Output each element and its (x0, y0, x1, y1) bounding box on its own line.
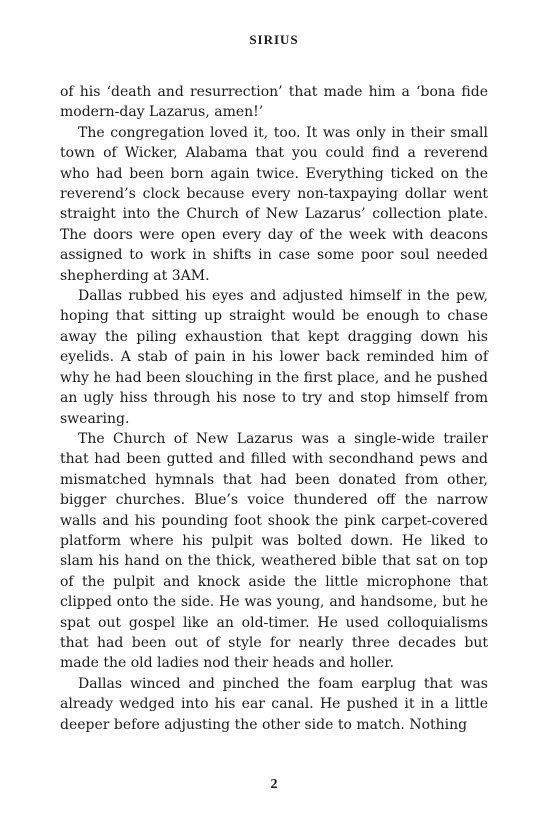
paragraph-1: of his ‘death and resurrection’ that made him a ‘bona fide modern-day Lazarus, amen!’ (60, 84, 488, 121)
paragraph-5: Dallas winced and pinched the foam earplug that was already wedged into his ear canal. He pushed it in a little deeper before adjusting the other side to match. Nothing (60, 675, 488, 733)
page-number: 2 (270, 777, 278, 792)
page-body (60, 82, 488, 735)
paragraph-3: Dallas rubbed his eyes and adjusted himself in the pew, hoping that sitting up straight would be enough to chase away the piling exhaustion that kept dragging down his eyelids. A stab of pain in his lower back reminded him of why he had been slouching in the first place, and he pushed an ugly hiss through his nose to try and stop himself from swearing. (60, 288, 488, 427)
paragraph-4: The Church of New Lazarus was a single-wide trailer that had been gutted and filled with secondhand pews and mismatched hymnals that had been donated from other, bigger churches. Blue’s voice thundered off the narrow walls and his pounding foot shook the pink carpet-covered platform where his pulpit was bolted down. He liked to slam his hand on the thick, weathered bible that sat on top of the pulpit and knock aside the little microphone that clipped onto the side. He was young, and handsome, but he spat out gospel like an old-timer. He used colloquialisms that had been out of style for nearly three decades but made the old ladies nod their heads and holler. (60, 430, 488, 672)
running-header: SIRIUS (249, 32, 299, 47)
paragraph-2: The congregation loved it, too. It was only in their small town of Wicker, Alabama that you could find a reverend who had been born again twice. Everything ticked on the reverend’s clock because every non-taxpaying dollar went straight into the Church of New Lazarus’ collection plate. The doors were open every day of the week with deacons assigned to work in shifts in case some poor soul needed shepherding at 3AM. (60, 124, 488, 284)
